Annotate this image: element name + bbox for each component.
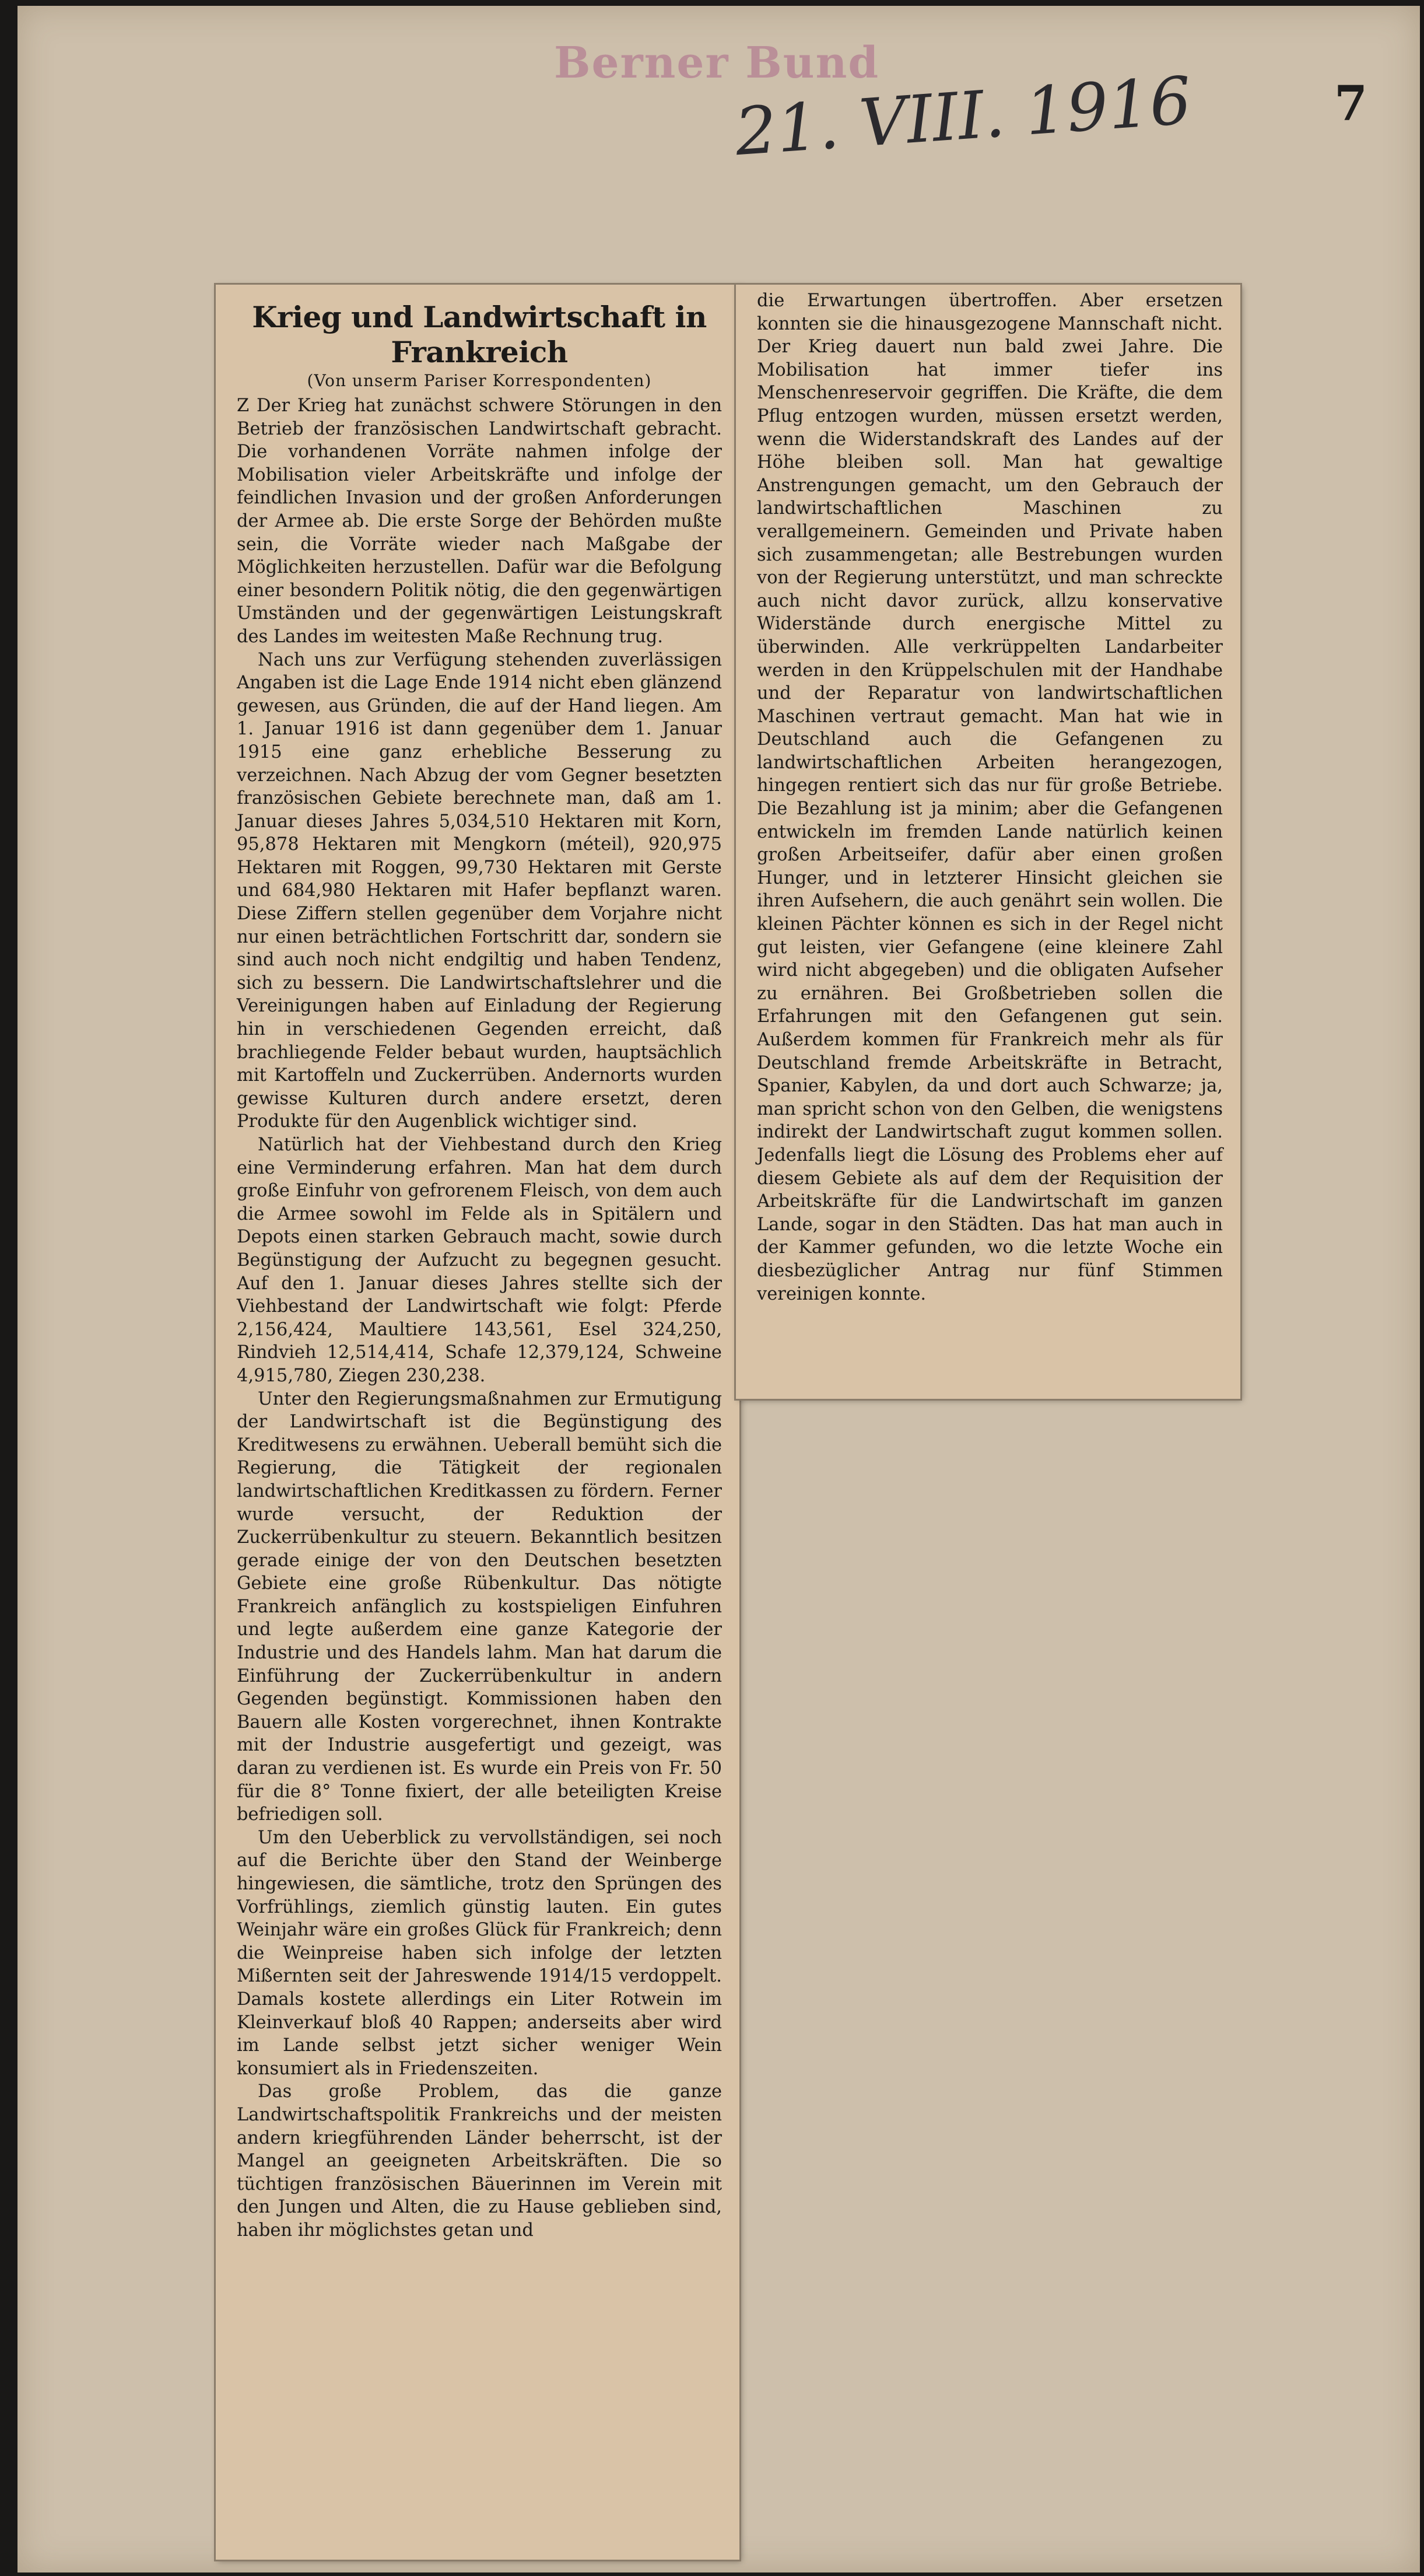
article-paragraph: die Erwartungen übertroffen. Aber ersetzen konnten sie die hinausgezogene Mannschaft nicht. Der Krieg dauert nun bald zwei Jahre. Die Mobilisation hat immer tiefer ins Menschenreservoir gegriffen. Die Kräfte, die dem Pflug entzogen wurden, müssen ersetzt werden, wenn die Widerstandskraft des Landes auf der Höhe bleiben soll. Man hat gewaltige Anstrengungen gemacht, um den Gebrauch der landwirtschaftlichen Maschinen zu verallgemeinern. Gemeinden und Private haben sich zusammengetan; alle Bestrebungen wurden von der Regierung unterstützt, und man schreckte auch nicht davor zurück, allzu konservative Widerstände durch energische Mittel zu überwinden. Alle verkrüppelten Landarbeiter werden in den Krüppelschulen mit der Handhabe und der Reparatur von landwirtschaftlichen Maschinen vertraut gemacht. Man hat wie in Deutschland auch die Gefangenen zu landwirtschaftlichen Arbeiten herangezogen, hingegen rentiert sich das nur für große Betriebe. Die Bezahlung ist ja minim; aber die Gefangenen entwickeln im fremden Lande natürlich keinen großen Arbeitseifer, dafür aber einen großen Hunger, und in letzterer Hinsicht gleichen sie ihren Aufsehern, die auch genährt sein wollen. Die kleinen Pächter können es sich in der Regel nicht gut leisten, vier Gefangene (eine kleinere Zahl wird nicht abgegeben) und die obligaten Aufseher zu ernähren. Bei Großbetrieben sollen die Erfahrungen mit den Gefangenen gut sein. Außerdem kommen für Frankreich mehr als für Deutschland fremde Arbeitskräfte in Betracht, Spanier, Kabylen, da und dort auch Schwarze; ja, man spricht schon von den Gelben, die wenigstens indirekt der Landwirtschaft zugut kommen sollen. Jedenfalls liegt die Lösung des Problems eher auf diesem Gebiete als auf dem der Requisition der Arbeitskräfte für die Landwirtschaft im ganzen Lande, sogar in den Städten. Das hat man auch in der Kammer gefunden, wo die letzte Woche ein diesbezüglicher Antrag nur fünf Stimmen vereinigen konnte. (757, 290, 1223, 1304)
article-paragraph: Unter den Regierungsmaßnahmen zur Ermutigung der Landwirtschaft ist die Begünstigung des Kreditwesens zu erwähnen. Ueberall bemüht sich die Regierung, die Tätigkeit der regionalen landwirtschaftlichen Kreditkassen zu fördern. Ferner wurde versucht, der Reduktion der Zuckerrübenkultur zu steuern. Bekanntlich besitzen gerade einige der von den Deutschen besetzten Gebiete eine große Rübenkultur. Das nötigte Frankreich anfänglich zu kostspieligen Einfuhren und legte außerdem eine ganze Kategorie der Industrie und des Handels lahm. Man hat darum die Einführung der Zuckerrübenkultur in andern Gegenden begünstigt. Kommissionen haben den Bauern alle Kosten vorgerechnet, ihnen Kontrakte mit der Industrie ausgefertigt und gezeigt, was daran zu verdienen ist. Es wurde ein Preis von Fr. 50 für die 8° Tonne fixiert, der alle beteiligten Kreise befriedigen soll. (237, 1388, 722, 1825)
article-paragraph: Das große Problem, das die ganze Landwirtschaftspolitik Frankreichs und der meisten andern kriegführenden Länder beherrscht, ist der Mangel an geeigneten Arbeitskräften. Die so tüchtigen französischen Bäuerinnen im Verein mit den Jungen und Alten, die zu Hause geblieben sind, haben ihr möglichstes getan und (237, 2081, 722, 2241)
clipping-column-right (736, 285, 1240, 1399)
newspaper-stamp: Berner Bund (554, 38, 880, 88)
article-paragraph: Um den Ueberblick zu vervollständigen, sei noch auf die Berichte über den Stand der Weinberge hingewiesen, die sämtliche, trotz den Sprüngen des Vorfrühlings, ziemlich günstig lauten. Ein gutes Weinjahr wäre ein großes Glück für Frankreich; denn die Weinpreise haben sich infolge der letzten Mißernten seit der Jahreswende 1914/15 verdoppelt. Damals kostete allerdings ein Liter Rotwein im Kleinverkauf bloß 40 Rappen; anderseits aber wird im Lande selbst jetzt sicher weniger Wein konsumiert als in Friedenszeiten. (237, 1827, 722, 2079)
article-byline: (Von unserm Pariser Korrespondenten) (307, 371, 652, 390)
article-paragraph: Z Der Krieg hat zunächst schwere Störungen in den Betrieb der französischen Landwirtschaft gebracht. Die vorhandenen Vorräte nahmen infolge der Mobilisation vieler Arbeitskräfte und infolge der feindlichen Invasion und der großen Anforderungen der Armee ab. Die erste Sorge der Behörden mußte sein, die Vorräte wieder nach Maßgabe der Möglichkeiten herzustellen. Dafür war die Befolgung einer besondern Politik nötig, die den gegenwärtigen Umständen und der gegenwärtigen Leistungskraft des Landes im weitesten Maße Rechnung trug. (237, 396, 722, 647)
article-headline: Krieg und Landwirtschaft in Frankreich (252, 300, 707, 369)
clipping-column-left (216, 285, 739, 2560)
handwritten-date: 21. VIII. 1916 (732, 62, 1194, 171)
article-paragraph: Nach uns zur Verfügung stehenden zuverlässigen Angaben ist die Lage Ende 1914 nicht eben glänzend gewesen, aus Gründen, die auf der Hand liegen. Am 1. Januar 1916 ist dann gegenüber dem 1. Januar 1915 eine ganz erhebliche Besserung zu verzeichnen. Nach Abzug der vom Gegner besetzten französischen Gebiete berechnete man, daß am 1. Januar dieses Jahres 5,034,510 Hektaren mit Korn, 95,878 Hektaren mit Mengkorn (méteil), 920,975 Hektaren mit Roggen, 99,730 Hektaren mit Gerste und 684,980 Hektaren mit Hafer bepflanzt waren. Diese Ziffern stellen gegenüber dem Vorjahre nicht nur einen beträchtlichen Fortschritt dar, sondern sie sind auch noch nicht endgiltig und haben Tendenz, sich zu bessern. Die Landwirtschaftslehrer und die Vereinigungen haben auf Einladung der Regierung hin in verschiedenen Gegenden erreicht, daß brachliegende Felder bebaut wurden, hauptsächlich mit Kartoffeln und Zuckerrüben. Andernorts wurden gewisse Kulturen durch andere ersetzt, deren Produkte für den Augenblick wichtiger sind. (237, 649, 722, 1132)
page-number: 7 (1334, 76, 1368, 132)
article-paragraph: Natürlich hat der Viehbestand durch den Krieg eine Verminderung erfahren. Man hat dem durch große Einfuhr von gefrorenem Fleisch, von dem auch die Armee sowohl im Felde als in Spitälern und Depots einen starken Gebrauch macht, sowie durch Begünstigung der Aufzucht zu begegnen gesucht. Auf den 1. Januar dieses Jahres stellte sich der Viehbestand der Landwirtschaft wie folgt: Pferde 2,156,424, Maultiere 143,561, Esel 324,250, Rindvieh 12,514,414, Schafe 12,379,124, Schweine 4,915,780, Ziegen 230,238. (237, 1135, 722, 1386)
